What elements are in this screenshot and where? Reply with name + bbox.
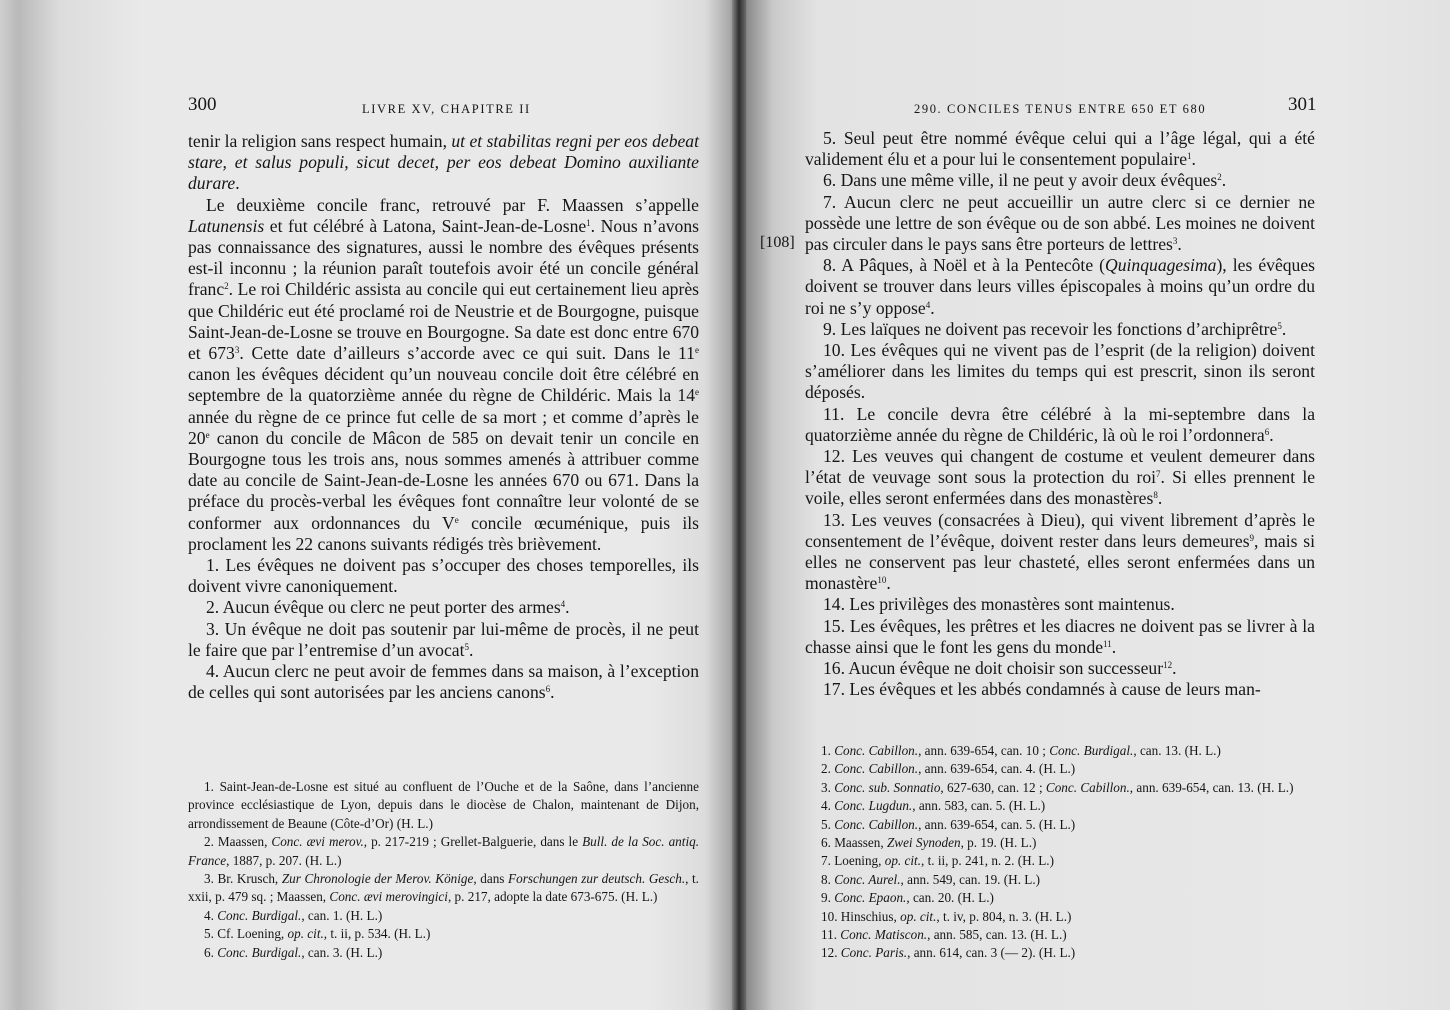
- right-page: [738, 0, 1450, 1010]
- body-paragraph: 9. Les laïques ne doivent pas recevoir les fonctions d’archiprêtre$^5$.: [823, 318, 1287, 339]
- left-page-number: 300: [188, 94, 217, 115]
- right-running-head: 290. CONCILES TENUS ENTRE 650 ET 680: [914, 102, 1207, 116]
- footnote: 3. Br. Krusch, Zur Chronologie der Merov. Könige, dans Forschungen zur deutsch. Gesch., t. xxii, p. 479 sq. ; Maassen, Conc. ævi merovingici, p. 217, adopte la date 673-675. (H. L.): [188, 871, 699, 905]
- margin-number: [108]: [760, 234, 795, 251]
- body-paragraph: 5. Seul peut être nommé évêque celui qui a l’âge légal, qui a été validement élu et a pour lui le consentement populaire$^1$.: [805, 128, 1315, 170]
- right-footnotes: [805, 742, 1315, 963]
- left-paragraphs: [188, 131, 699, 703]
- right-paragraphs: [805, 128, 1315, 700]
- body-paragraph: 15. Les évêques, les prêtres et les diacres ne doivent pas se livrer à la chasse ainsi que le font les gens du monde$^{11}$.: [805, 615, 1315, 657]
- footnote: 4. Conc. Burdigal., can. 1. (H. L.): [204, 907, 383, 923]
- book-gutter: [732, 0, 746, 1010]
- footnote: 3. Conc. sub. Sonnatio, 627-630, can. 12 ; Conc. Cabillon., ann. 639-654, can. 13. (H. L.): [821, 779, 1294, 795]
- body-paragraph: 3. Un évêque ne doit pas soutenir par lui-même de procès, il ne peut le faire que par l’entremise d’un avocat$^5$.: [188, 618, 699, 660]
- left-footnotes: [188, 778, 699, 962]
- body-paragraph: 4. Aucun clerc ne peut avoir de femmes dans sa maison, à l’exception de celles qui sont autorisées par les anciens canons$^6$.: [188, 661, 699, 703]
- footnote: 4. Conc. Lugdun., ann. 583, can. 5. (H. L.): [821, 798, 1046, 814]
- body-paragraph: 2. Aucun évêque ou clerc ne peut porter des armes$^4$.: [206, 597, 570, 618]
- body-paragraph: 6. Dans une même ville, il ne peut y avoir deux évêques$^2$.: [823, 170, 1227, 191]
- body-paragraph: 16. Aucun évêque ne doit choisir son successeur$^{12}$.: [823, 658, 1177, 679]
- footnote: 1. Saint-Jean-de-Losne est situé au confluent de l’Ouche et de la Saône, dans l’ancienne province ecclésiastique de Lyon, depuis dans le diocèse de Chalon, maintenant de Dijon, arrondissement de Beaune (Côte-d’Or) (H. L.): [188, 779, 699, 831]
- left-running-head: LIVRE XV, CHAPITRE II: [362, 102, 531, 116]
- right-body: [805, 128, 1315, 700]
- footnote: 7. Loening, op. cit., t. ii, p. 241, n. 2. (H. L.): [821, 853, 1054, 869]
- footnote: 2. Maassen, Conc. ævi merov., p. 217-219 ; Grellet-Balguerie, dans le Bull. de la Soc. antiq. France, 1887, p. 207. (H. L.): [188, 834, 699, 868]
- footnote: 6. Maassen, Zwei Synoden, p. 19. (H. L.): [821, 835, 1037, 851]
- body-paragraph: Le deuxième concile franc, retrouvé par F. Maassen s’appelle Latunensis et fut célébré à Latona, Saint-Jean-de-Losne$^1$. Nous n’avons pas connaissance des signatures, aussi le nombre des évêques présents est-il inconnu ; la réunion paraît toutefois avoir été un concile général franc$^2$. Le roi Childéric assista au concile qui eut certainement lieu après que Childéric eut été proclamé roi de Neustrie et de Bourgogne, puisque Saint-Jean-de-Losne se trouve en Bourgogne. Sa date est donc entre 670 et $673^3$. Cette date d’ailleurs s’accorde avec ce qui suit. Dans le 11e canon les évêques décident qu’un nouveau concile doit être célébré en septembre de la quatorzième année du règne de Childéric. Mais la 14e année du règne de ce prince fut celle de sa mort ; et comme d’après le 20e canon du concile de Mâcon de 585 on devait tenir un concile en Bourgogne tous les trois ans, nous sommes amenés à attribuer comme date au concile de Saint-Jean-de-Losne les années 670 ou 671. Dans la préface du procès-verbal les évêques font connaître leur volonté de se conformer aux ordonnances du Ve concile œcuménique, puis ils proclament les 22 canons suivants rédigés très brièvement.: [188, 194, 699, 554]
- body-paragraph: tenir la religion sans respect humain, ut et stabilitas regni per eos debeat stare, et salus populi, sicut decet, per eos debeat Domino auxiliante durare.: [188, 131, 699, 194]
- footnote: 11. Conc. Matiscon., ann. 585, can. 13. (H. L.): [821, 927, 1067, 943]
- footnote: 5. Cf. Loening, op. cit., t. ii, p. 534. (H. L.): [204, 926, 431, 942]
- footnote: 8. Conc. Aurel., ann. 549, can. 19. (H. L.): [821, 871, 1041, 887]
- body-paragraph: 17. Les évêques et les abbés condamnés à cause de leurs man-: [823, 679, 1261, 700]
- footnote: 2. Conc. Cabillon., ann. 639-654, can. 4. (H. L.): [821, 761, 1076, 777]
- body-paragraph: 13. Les veuves (consacrées à Dieu), qui vivent librement d’après le consentement de l’évêque, doivent rester dans leurs demeures$^9$, mais si elles ne conservent pas leur chasteté, elles seront enfermées dans un monastère$^{10}$.: [805, 509, 1315, 594]
- body-paragraph: 11. Le concile devra être célébré à la mi-septembre dans la quatorzième année du règne de Childéric, là où le roi l’ordonnera$^6$.: [805, 403, 1315, 445]
- body-paragraph: 7. Aucun clerc ne peut accueillir un autre clerc si ce dernier ne possède une lettre de son évêque ou de son abbé. Les moines ne doivent pas circuler dans le pays sans être porteurs de lettres$^3$.: [805, 191, 1315, 255]
- footnote: 12. Conc. Paris., ann. 614, can. 3 (— 2). (H. L.): [821, 945, 1076, 961]
- footnote: 5. Conc. Cabillon., ann. 639-654, can. 5. (H. L.): [821, 816, 1076, 832]
- left-body: [188, 131, 699, 703]
- footnote: 10. Hinschius, op. cit., t. iv, p. 804, n. 3. (H. L.): [821, 908, 1072, 924]
- body-paragraph: 14. Les privilèges des monastères sont maintenus.: [823, 594, 1175, 615]
- footnote: 6. Conc. Burdigal., can. 3. (H. L.): [204, 944, 383, 960]
- body-paragraph: 12. Les veuves qui changent de costume et veulent demeurer dans l’état de veuvage sont sous la protection du roi$^7$. Si elles prennent le voile, elles seront enfermées dans des monastères$^8$.: [805, 446, 1316, 509]
- body-paragraph: 1. Les évêques ne doivent pas s’occuper des choses temporelles, ils doivent vivre canoniquement.: [188, 555, 699, 597]
- footnote: 9. Conc. Epaon., can. 20. (H. L.): [821, 890, 994, 906]
- body-paragraph: 8. A Pâques, à Noël et à la Pentecôte (Quinquagesima), les évêques doivent se trouver dans leurs villes épiscopales à moins qu’un ordre du roi ne s’y oppose$^4$.: [805, 255, 1315, 318]
- footnote: 1. Conc. Cabillon., ann. 639-654, can. 10 ; Conc. Burdigal., can. 13. (H. L.): [821, 743, 1221, 758]
- body-paragraph: 10. Les évêques qui ne vivent pas de l’esprit (de la religion) doivent s’améliorer dans les limites du temps qui est prescrit, sinon ils seront déposés.: [805, 340, 1315, 403]
- right-page-number: 301: [1288, 94, 1317, 115]
